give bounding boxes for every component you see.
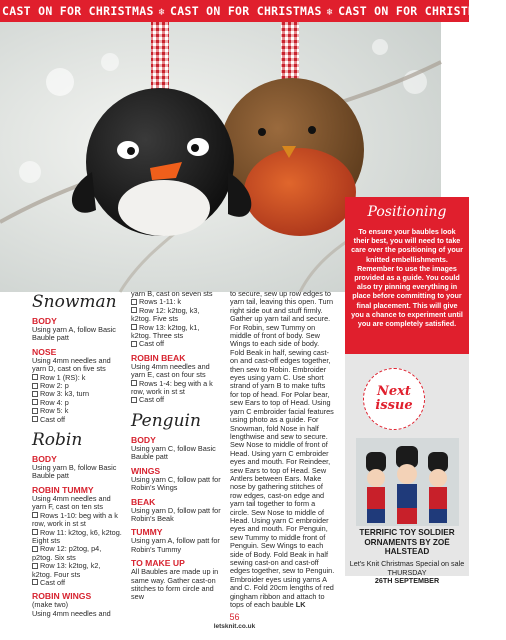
robin-beak-text: Using 4mm needles and yarn E, cast on four sts xyxy=(131,361,210,380)
row-text: Row 13: k2tog, k1, k2tog. Three sts xyxy=(131,322,200,341)
snowflake-icon: ❄ xyxy=(326,7,334,18)
robin-wings-heading: ROBIN WINGS xyxy=(32,591,92,602)
row-text: Rows 1-10: beg with a k row, work in st st xyxy=(32,510,118,529)
callout-text: To ensure your baubles look their best, you will need to take care over the positioning of your knitted embellishments. Remember to use the images provided as a guide. You could also try pinning everything in place before committing to your final placement. This will give you a chance to experiment until you are completely satisfied. xyxy=(351,227,463,329)
checklist-item[interactable] xyxy=(32,416,122,424)
checkbox-icon[interactable] xyxy=(32,579,38,585)
checkbox-icon[interactable] xyxy=(32,529,38,535)
tummy-heading: TUMMY xyxy=(131,527,163,538)
checkbox-icon[interactable] xyxy=(131,397,137,403)
next-issue-text-1: Let's Knit Christmas Special on sale THURSDAY xyxy=(349,559,465,577)
checkbox-icon[interactable] xyxy=(32,391,38,397)
next-issue-title: TERRIFIC TOY SOLDIER ORNAMENTS BY ZOË HALSTEAD xyxy=(359,528,455,556)
checkbox-icon[interactable] xyxy=(131,299,137,305)
snowflake-icon: ❄ xyxy=(494,7,502,18)
next-issue-date: 26TH SEPTEMBER xyxy=(374,576,440,586)
page-number: 56 xyxy=(229,612,240,622)
make-up-continued: to secure, sew up row edges to yarn tail, leaving this open. Turn right side out and stuff firmly. Gather up yarn tail and secure. For Robin, sew Tummy on middle of front of body. Sew Wings to each side of body. Fold Beak in half, sewing cast-on and cast-off edges together, then sew to Robin. Embroider eyes using yarn C. Use short strand of yarn B to make tufts for top of head. For Polar bear, sew Ears to top of Head. Using yarn C embroider facial features using photo as a guide. For Snowman, fold Nose in half lengthwise and sew to secure. Sew Nose to middle of front of Head. Using yarn C embroider eyes and mouth. For Reindeer, sew Ears to top of Head. Sew Antlers between Ears. Make nose by gathering stitches of row edges, cast-on edge and yarn tail together to form a circle. Sew Nose to middle of Head. Using yarn C embroider eyes and mouth. For Penguin, sew Tummy to middle front of Penguin. Sew Wings to each side of Body. Fold Beak in half sewing cast-on and cast-off edges together, sew to Penguin. Embroider eyes using yarns A and C. Fold 20cm lengths of red gingham ribbon and attach to tops of each bauble xyxy=(230,289,335,610)
robin-wings-text: Using 4mm needles and xyxy=(32,608,111,618)
row-text: Row 3: k3, turn xyxy=(40,389,90,399)
checkbox-icon[interactable] xyxy=(32,383,38,389)
row-text: Row 5: k xyxy=(40,406,69,416)
snowflake-icon: ❄ xyxy=(158,7,166,18)
wings-heading: WINGS xyxy=(131,465,161,476)
checkbox-icon[interactable] xyxy=(32,408,38,414)
penguin-title: Penguin xyxy=(131,410,201,431)
robin-tummy-heading: ROBIN TUMMY xyxy=(32,484,94,495)
toy-soldiers-photo xyxy=(356,438,459,526)
penguin-body-text: Using yarn C, follow Basic Bauble patt xyxy=(131,443,216,462)
row-text: Row 12: p2tog, p4, p2tog. Six sts xyxy=(32,544,102,562)
badge-line-2: issue xyxy=(375,398,413,413)
row-text: Rows 1-11: k xyxy=(139,297,182,307)
make-up-text: All Baubles are made up in same way. Gather cast-on stitches to form circle and sew xyxy=(131,567,219,602)
row-text: Row 11: k2tog, k6, k2tog. Eight sts xyxy=(32,527,122,545)
checkbox-icon[interactable] xyxy=(32,374,38,380)
robin-wings-continued: yarn B, cast on seven sts xyxy=(131,289,213,298)
row-text: Cast off xyxy=(139,395,165,405)
row-text: Cast off xyxy=(139,339,165,349)
row-text: Row 12: k2tog, k3, k2tog. Five sts xyxy=(131,305,200,324)
checkbox-icon[interactable] xyxy=(32,563,38,569)
checkbox-icon[interactable] xyxy=(131,380,137,386)
checklist-item[interactable] xyxy=(32,512,122,529)
banner-text-3: CAST ON FOR CHRISTMAS xyxy=(338,4,490,18)
row-text: Cast off xyxy=(40,414,66,424)
checklist-item[interactable] xyxy=(131,307,221,324)
checklist-item[interactable] xyxy=(32,579,122,587)
robin-tummy-text: Using 4mm needles and yarn F, cast on ten sts xyxy=(32,493,111,512)
column-2 xyxy=(131,290,221,602)
beak-heading: BEAK xyxy=(131,496,156,507)
header-banner xyxy=(0,0,502,22)
checklist-item[interactable] xyxy=(32,529,122,546)
row-text: Rows 1-4: beg with a k row, work in st st xyxy=(131,378,213,397)
snowman-body-text: Using yarn A, follow Basic Bauble patt xyxy=(32,325,116,343)
robin-beak-heading: ROBIN BEAK xyxy=(131,352,186,363)
checklist-item[interactable] xyxy=(32,562,122,579)
wings-text: Using yarn C, follow patt for Robin's Wings xyxy=(131,474,221,493)
row-text: Row 4: p xyxy=(40,397,69,407)
column-1 xyxy=(32,290,122,618)
positioning-callout xyxy=(345,197,469,372)
snowman-title: Snowman xyxy=(32,292,117,312)
checklist-item[interactable] xyxy=(131,380,221,397)
checkbox-icon[interactable] xyxy=(32,416,38,422)
checkbox-icon[interactable] xyxy=(32,546,38,552)
banner-text-1: CAST ON FOR CHRISTMAS xyxy=(2,4,154,18)
beak-text: Using yarn D, follow patt for Robin's Beak xyxy=(131,505,221,523)
column-3 xyxy=(230,290,335,609)
checklist-item[interactable] xyxy=(131,340,221,348)
checkbox-icon[interactable] xyxy=(32,399,38,405)
row-text: Row 13: k2tog, k2, k2tog. Four sts xyxy=(32,561,101,579)
toy-soldier-illustration xyxy=(356,438,459,526)
next-issue-badge xyxy=(363,368,425,430)
nose-text: Using 4mm needles and yarn D, cast on five sts xyxy=(32,355,111,374)
checklist-item[interactable] xyxy=(32,545,122,562)
penguin-body-heading: BODY xyxy=(131,434,156,445)
next-issue-text xyxy=(347,560,467,586)
row-text: Row 1 (RS): k xyxy=(40,372,86,382)
checklist-item[interactable] xyxy=(131,324,221,341)
checkbox-icon[interactable] xyxy=(131,341,137,347)
row-text: Cast off xyxy=(40,577,66,587)
site-url[interactable]: letsknit.co.uk xyxy=(213,623,256,630)
robin-body-heading: BODY xyxy=(32,454,57,465)
robin-body-text: Using yarn B, follow Basic Bauble patt xyxy=(32,463,117,481)
row-text: Row 2: p xyxy=(40,381,69,391)
badge-line-1: Next xyxy=(377,384,411,399)
make-up-heading: TO MAKE UP xyxy=(131,558,185,569)
robin-title: Robin xyxy=(32,430,83,451)
checkbox-icon[interactable] xyxy=(131,324,137,330)
checklist-item[interactable] xyxy=(131,396,221,404)
nose-heading: NOSE xyxy=(32,346,57,357)
robin-wings-make: (make two) xyxy=(32,600,69,610)
callout-title: Positioning xyxy=(345,197,469,227)
banner-text-2: CAST ON FOR CHRISTMAS xyxy=(170,4,322,18)
snowman-body-heading: BODY xyxy=(32,316,57,326)
tummy-text: Using yarn A, follow patt for Robin's Tummy xyxy=(131,536,220,554)
end-mark: LK xyxy=(295,600,306,610)
checkbox-icon[interactable] xyxy=(131,307,137,313)
checkbox-icon[interactable] xyxy=(32,512,38,518)
